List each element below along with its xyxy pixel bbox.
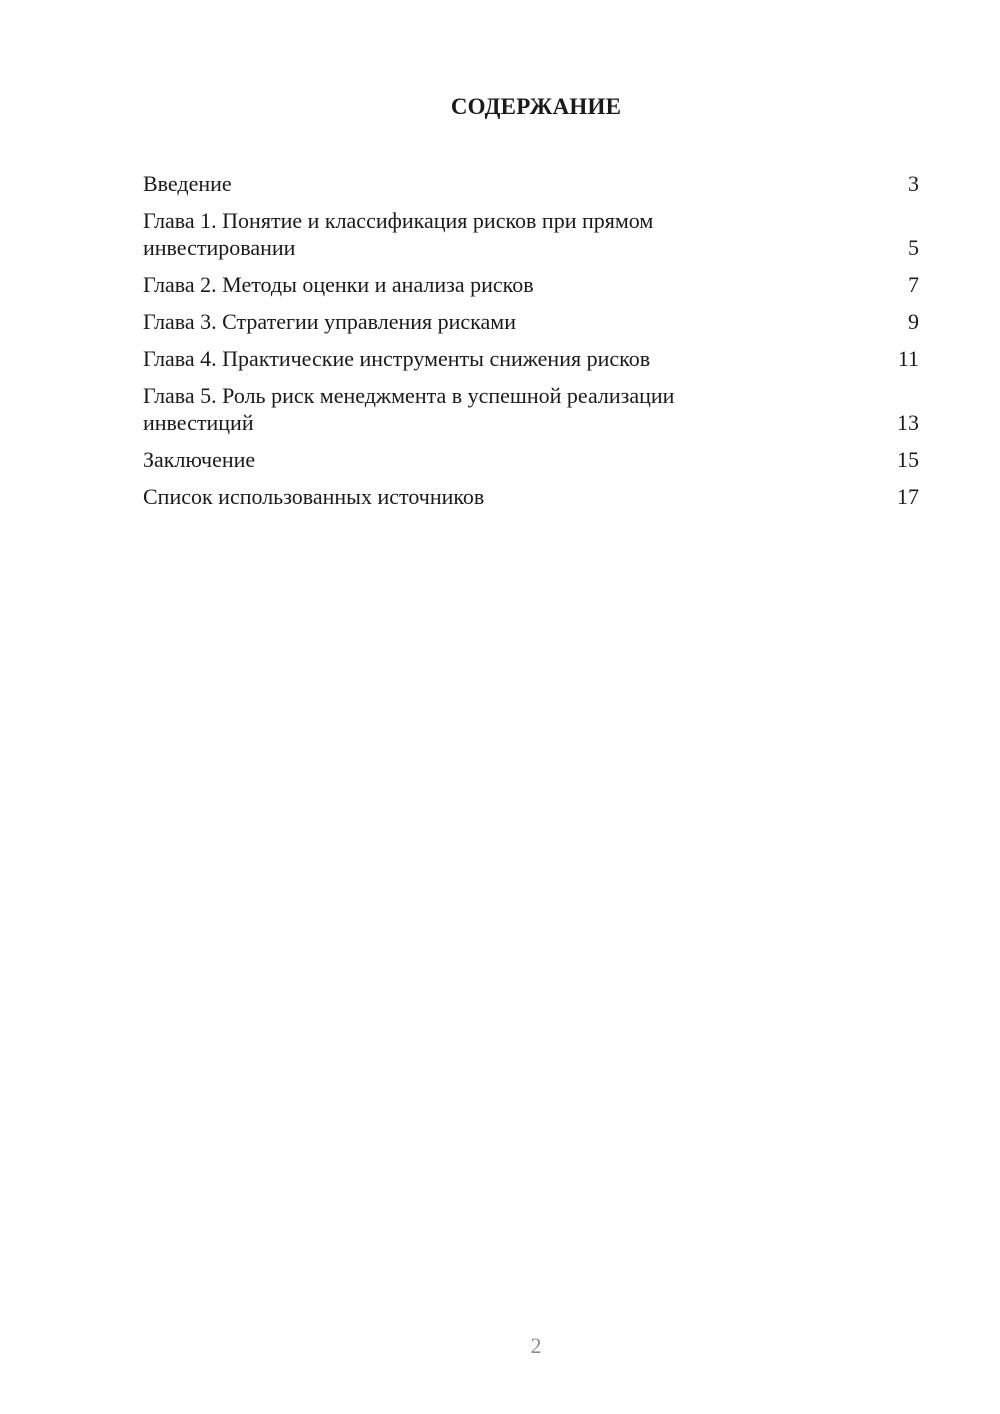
toc-entry-label: Список использованных источников: [143, 484, 485, 509]
toc-entry-page: 11: [897, 346, 919, 371]
toc-entry-chapter-5: [143, 382, 919, 436]
toc-entry-label: Введение: [143, 171, 232, 196]
toc-entry-label: Глава 4. Практические инструменты снижения рисков: [143, 346, 651, 371]
toc-entry-label: Глава 2. Методы оценки и анализа рисков: [143, 272, 534, 297]
toc-entry-label: Глава 5. Роль риск менеджмента в успешной реализации инвестиций: [143, 383, 675, 435]
toc-entry-label: Глава 1. Понятие и классификация рисков при прямом инвестировании: [143, 208, 654, 260]
toc-entry-chapter-1: [143, 207, 919, 261]
toc-entry-chapter-2: [143, 271, 919, 298]
toc-entry-chapter-3: [143, 308, 919, 335]
toc-entry-page: 3: [908, 171, 919, 196]
toc-entry-chapter-4: [143, 345, 919, 372]
page-title: СОДЕРЖАНИЕ: [450, 94, 622, 119]
toc-entry-page: 9: [908, 309, 919, 334]
toc-entry-label: Заключение: [143, 447, 256, 472]
toc-entry-page: 15: [897, 447, 919, 472]
toc-entry-references: [143, 483, 919, 510]
toc-entry-page: 5: [908, 235, 919, 260]
toc-entry-conclusion: [143, 446, 919, 473]
toc-entry-introduction: [143, 170, 919, 197]
page-number: 2: [530, 1333, 542, 1358]
toc-entry-page: 7: [908, 272, 919, 297]
table-of-contents: [143, 170, 919, 520]
toc-entry-label: Глава 3. Стратегии управления рисками: [143, 309, 516, 334]
toc-entry-page: 13: [897, 410, 919, 435]
toc-entry-page: 17: [897, 484, 919, 509]
